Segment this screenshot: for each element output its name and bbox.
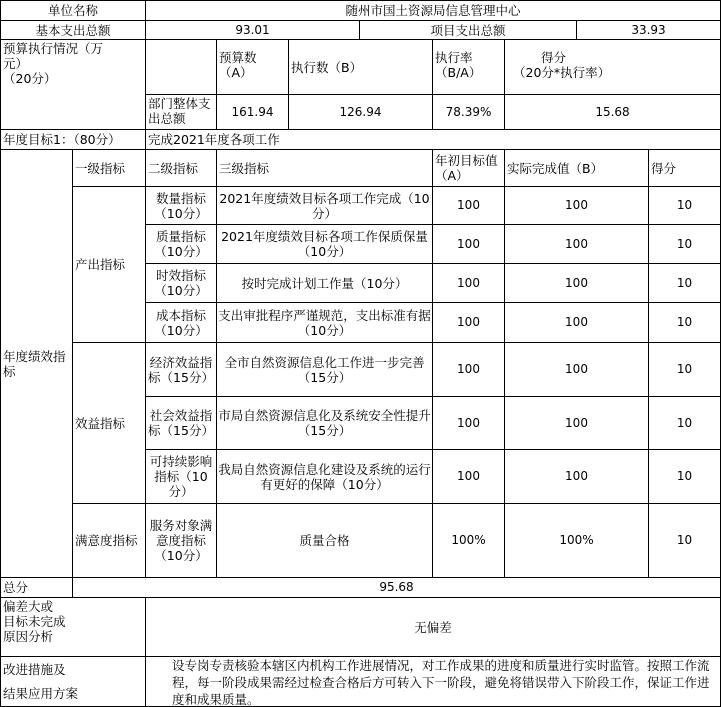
- row-score: 10: [648, 396, 721, 450]
- budget-section-label-line3: （20分）: [3, 71, 57, 86]
- row-target: 100: [432, 449, 505, 504]
- row-level2: 社会效益指标（15分）: [145, 396, 217, 450]
- annual-goal-label: 年度目标1：（80分）: [0, 129, 146, 150]
- row-level2: 时效指标（10分）: [145, 263, 217, 303]
- col-level2: 二级指标: [145, 149, 217, 187]
- row-actual: 100: [504, 342, 649, 397]
- row-level2: 可持续影响指标（10分）: [145, 449, 217, 504]
- row-actual: 100: [504, 302, 649, 343]
- project-expense-label: 项目支出总额: [359, 20, 577, 40]
- row-score: 10: [648, 302, 721, 343]
- budget-section-label-line1: 预算执行情况（万: [3, 41, 104, 56]
- row-score: 10: [648, 342, 721, 397]
- budget-row-b: 126.94: [288, 94, 433, 130]
- col-target: 年初目标值（A）: [432, 149, 505, 187]
- col-level1: 一级指标: [72, 149, 146, 187]
- budget-col-a-line2: （A）: [219, 65, 253, 80]
- total-value: 95.68: [72, 577, 721, 598]
- deviation-label-line1: 偏差大或: [3, 599, 54, 614]
- deviation-label-line3: 原因分析: [3, 629, 54, 644]
- budget-row-a: 161.94: [216, 94, 289, 130]
- budget-col-rate: [432, 39, 505, 95]
- budget-section-label-line2: 元）: [3, 56, 29, 71]
- row-score: 10: [648, 503, 721, 578]
- basic-expense-value: 93.01: [145, 20, 360, 40]
- budget-col-score: [504, 39, 721, 95]
- row-target: 100: [432, 302, 505, 343]
- row-score: 10: [648, 224, 721, 264]
- group-output: 产出指标: [72, 186, 146, 343]
- budget-row-label: 部门整体支出总额: [145, 94, 217, 130]
- deviation-value: 无偏差: [145, 597, 721, 657]
- budget-col-a: [216, 39, 289, 95]
- group-benefit: 效益指标: [72, 342, 146, 504]
- row-level3: 2021年度绩效目标各项工作保质保量（10分）: [216, 224, 433, 264]
- row-level2: 成本指标（10分）: [145, 302, 217, 343]
- row-target: 100: [432, 396, 505, 450]
- total-label: 总分: [0, 577, 73, 598]
- budget-col-score-line1: 得分: [541, 50, 567, 65]
- row-level3: 市局自然资源信息化及系统安全性提升（15分）: [216, 396, 433, 450]
- annual-goal-value: 完成2021年度各项工作: [145, 129, 721, 150]
- row-target: 100: [432, 263, 505, 303]
- deviation-label: [0, 597, 146, 657]
- row-score: 10: [648, 186, 721, 225]
- row-target: 100: [432, 342, 505, 397]
- row-actual: 100%: [504, 503, 649, 578]
- col-level3: 三级指标: [216, 149, 433, 187]
- indicators-section-label: 年度绩效指标: [0, 149, 73, 578]
- row-actual: 100: [504, 186, 649, 225]
- deviation-label-line2: 目标未完成: [3, 614, 66, 629]
- improve-label-line1: 改进措施及: [3, 661, 66, 677]
- unit-name-value: 随州市国土资源局信息管理中心: [145, 0, 721, 21]
- row-level3: 全市自然资源信息化工作进一步完善（15分）: [216, 342, 433, 397]
- budget-col-b: 执行数（B）: [288, 39, 433, 95]
- budget-col-rate-line2: （B/A）: [435, 65, 482, 80]
- budget-section-label: [0, 39, 146, 130]
- improve-value: 设专岗专责核验本辖区内机构工作进展情况，对工作成果的进度和质量进行实时监管。按照工作流程，每一阶段成果需经过检查合格后方可转入下一阶段，避免将错误带入下阶段工作，保证工作进度和成果质量。: [145, 656, 721, 707]
- project-expense-value: 33.93: [576, 20, 721, 40]
- row-score: 10: [648, 263, 721, 303]
- row-target: 100%: [432, 503, 505, 578]
- unit-name-label: 单位名称: [0, 0, 146, 21]
- group-satisfaction: 满意度指标: [72, 503, 146, 578]
- row-level3: 按时完成计划工作量（10分）: [216, 263, 433, 303]
- row-score: 10: [648, 449, 721, 504]
- row-target: 100: [432, 186, 505, 225]
- budget-header-blank: [145, 39, 217, 95]
- budget-col-a-line1: 预算数: [219, 50, 257, 65]
- row-actual: 100: [504, 224, 649, 264]
- basic-expense-label: 基本支出总额: [0, 20, 146, 40]
- improve-label: [0, 656, 146, 707]
- row-level2: 数量指标（10分）: [145, 186, 217, 225]
- budget-row-rate: 78.39%: [432, 94, 505, 130]
- row-target: 100: [432, 224, 505, 264]
- row-actual: 100: [504, 449, 649, 504]
- row-level3: 质量合格: [216, 503, 433, 578]
- budget-col-score-line2: （20分*执行率）: [513, 65, 611, 80]
- row-level3: 2021年度绩效目标各项工作完成（10分）: [216, 186, 433, 225]
- row-actual: 100: [504, 263, 649, 303]
- col-actual: 实际完成值（B）: [504, 149, 649, 187]
- budget-col-rate-line1: 执行率: [435, 50, 473, 65]
- budget-row-score: 15.68: [504, 94, 721, 130]
- row-level3: 我局自然资源信息化建设及系统的运行有更好的保障（10分）: [216, 449, 433, 504]
- row-level2: 质量指标（10分）: [145, 224, 217, 264]
- improve-label-line2: 结果应用方案: [3, 686, 79, 702]
- row-level2: 经济效益指标（15分）: [145, 342, 217, 397]
- row-actual: 100: [504, 396, 649, 450]
- row-level3: 支出审批程序严谨规范，支出标准有据（10分）: [216, 302, 433, 343]
- col-score: 得分: [648, 149, 721, 187]
- row-level2: 服务对象满意度指标（10分）: [145, 503, 217, 578]
